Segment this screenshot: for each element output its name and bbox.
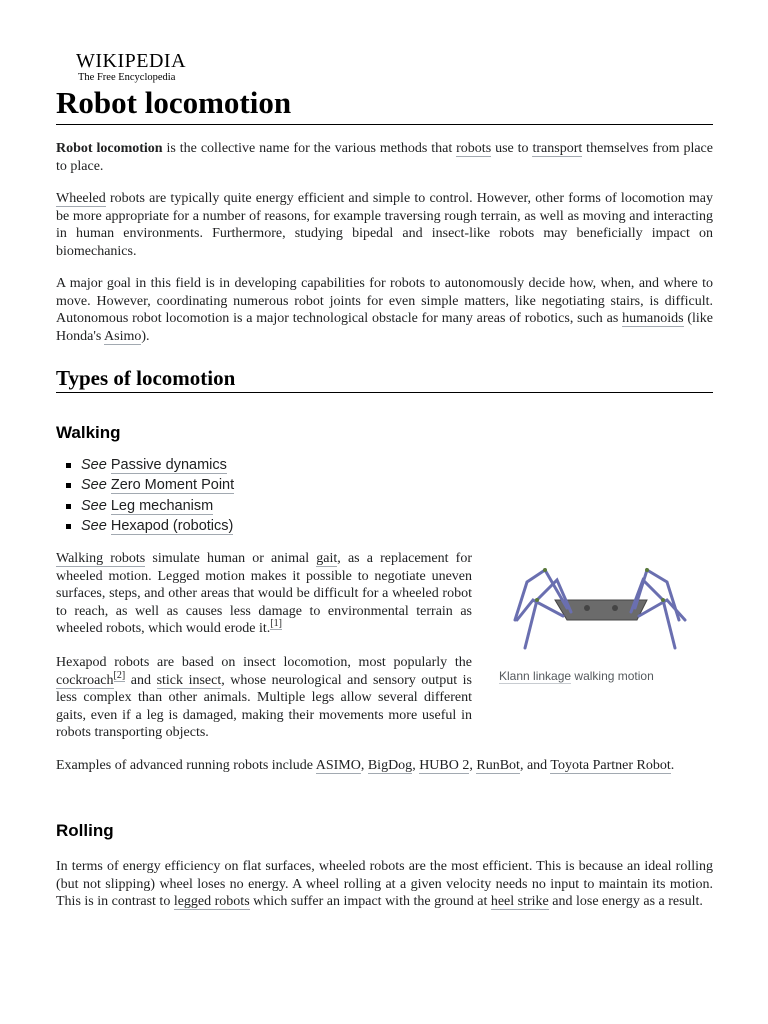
link-walking-robots[interactable]: Walking robots: [56, 551, 146, 566]
link-leg-mechanism[interactable]: Leg mechanism: [110, 497, 214, 514]
paragraph-text: robots are typically quite energy efficient and simple to control. However, other forms of locomotion may be more appropriate for a number of reasons, for example traversing rough terrain, as well as moving and interacting in human environments. Furthermore, studying bipedal and insect-like robots may beneficially impact on biomechanics.: [56, 191, 713, 259]
link-passive-dynamics[interactable]: Passive dynamics: [110, 457, 227, 473]
wheeled-paragraph: [56, 190, 713, 260]
link-hubo-2[interactable]: HUBO 2: [419, 758, 470, 773]
see-label: See: [81, 517, 107, 534]
paragraph-text: Hexapod robots are based on insect locomotion, most popularly the: [56, 655, 472, 670]
logo-wordmark: WIKIPEDIA: [76, 50, 187, 72]
logo-tagline: The Free Encyclopedia: [78, 72, 176, 83]
link-hexapod-robotics[interactable]: Hexapod (robotics): [110, 517, 234, 534]
link-transport[interactable]: transport: [532, 141, 583, 156]
see-also-item: [56, 496, 234, 516]
crank-icon: [612, 605, 618, 611]
reference-link[interactable]: [2]: [113, 669, 126, 681]
see-label: See: [81, 457, 107, 473]
paragraph-text: .: [670, 758, 675, 773]
paragraph-text: simulate human or animal: [145, 551, 317, 566]
caption-text: walking motion: [571, 669, 654, 683]
intro-text: themselves from place to place.: [56, 141, 713, 174]
link-stick-insect[interactable]: stick insect: [156, 672, 222, 688]
intro-paragraph: [56, 140, 713, 175]
see-also-item: [56, 516, 234, 536]
paragraph-text: and lose energy as a result.: [548, 894, 703, 909]
wikipedia-logo[interactable]: [76, 50, 186, 84]
see-also-item: [56, 475, 234, 495]
link-bigdog[interactable]: BigDog: [367, 758, 413, 773]
section-heading-types: Types of locomotion: [56, 366, 236, 390]
see-label: See: [81, 497, 107, 514]
link-gait[interactable]: gait: [316, 551, 338, 566]
link-robots[interactable]: robots: [456, 141, 492, 156]
paragraph-text: Examples of advanced running robots include: [56, 758, 316, 773]
paragraph-text: A major goal in this field is in developing capabilities for robots to autonomously decide how, when, and where to move. However, coordinating numerous robot joints for even simple matters, like negotiating stairs, is difficult. Autonomous robot locomotion is a major technological obstacle for many areas of robotics, such as: [56, 276, 713, 326]
section-divider: [56, 392, 713, 393]
crank-icon: [584, 605, 590, 611]
link-runbot[interactable]: RunBot: [476, 758, 520, 773]
rolling-paragraph: [56, 858, 713, 911]
see-also-list: [56, 455, 234, 536]
intro-text: is the collective name for the various methods that: [162, 141, 457, 156]
link-humanoids[interactable]: humanoids: [622, 311, 684, 326]
paragraph-text: In terms of energy efficiency on flat surfaces, wheeled robots are the most efficient. This is because an ideal rolling (but not slipping) wheel loses no energy. A wheel rolling at a given velocity needs no input to maintain its motion. This is in contrast to: [56, 859, 713, 909]
bullet-icon: [66, 483, 71, 488]
subsection-heading-rolling: Rolling: [56, 821, 114, 840]
reference-link[interactable]: [1]: [270, 618, 282, 630]
paragraph-text: , whose neurological and sensory output is less complex than other animals. Multiple legs allow several different gaits, even if a leg is damaged, making their movements more useful in robots transporting objects.: [56, 672, 472, 740]
link-cockroach[interactable]: cockroach: [56, 672, 114, 688]
subsection-heading-walking: Walking: [56, 423, 121, 442]
walking-paragraph: [56, 550, 472, 638]
hexapod-paragraph: [56, 654, 472, 742]
link-zero-moment-point[interactable]: Zero Moment Point: [110, 477, 235, 494]
paragraph-text: , and: [519, 758, 551, 773]
link-heel-strike[interactable]: heel strike: [490, 894, 549, 909]
title-divider: [56, 124, 713, 125]
paragraph-text: ).: [141, 328, 150, 344]
link-klann-linkage[interactable]: Klann linkage: [499, 669, 572, 683]
paragraph-text: which suffer an impact with the ground at: [249, 894, 491, 909]
paragraph-text: ,: [360, 758, 368, 773]
paragraph-text: ,: [412, 758, 420, 773]
paragraph-text: (like Honda's: [56, 311, 714, 344]
link-legged-robots[interactable]: legged robots: [173, 894, 250, 909]
link-asimo[interactable]: Asimo: [104, 328, 142, 344]
intro-text: use to: [491, 141, 533, 156]
robot-illustration: [497, 560, 697, 655]
page-title: Robot locomotion: [56, 85, 292, 120]
paragraph-text: ,: [469, 758, 477, 773]
paragraph-text: and: [125, 672, 157, 688]
intro-bold-term: Robot locomotion: [56, 141, 163, 156]
link-asimo-robot[interactable]: ASIMO: [315, 758, 361, 773]
link-wheeled[interactable]: Wheeled: [56, 191, 106, 206]
see-also-item: [56, 455, 234, 475]
see-label: See: [81, 477, 107, 494]
goal-paragraph: [56, 275, 713, 345]
bullet-icon: [66, 524, 71, 529]
bullet-icon: [66, 463, 71, 468]
examples-paragraph: [56, 757, 713, 775]
bullet-icon: [66, 504, 71, 509]
figure-caption: [499, 669, 654, 683]
link-toyota-partner-robot[interactable]: Toyota Partner Robot: [550, 758, 671, 773]
klann-linkage-figure[interactable]: [497, 560, 697, 660]
paragraph-text: , as a replacement for wheeled motion. Legged motion makes it possible to negotiate uneven surfaces, steps, and other areas that would be difficult for a wheeled robot to reach, as well as causes less damage to environmental terrain as wheeled robots, which would erode it.: [56, 551, 472, 636]
